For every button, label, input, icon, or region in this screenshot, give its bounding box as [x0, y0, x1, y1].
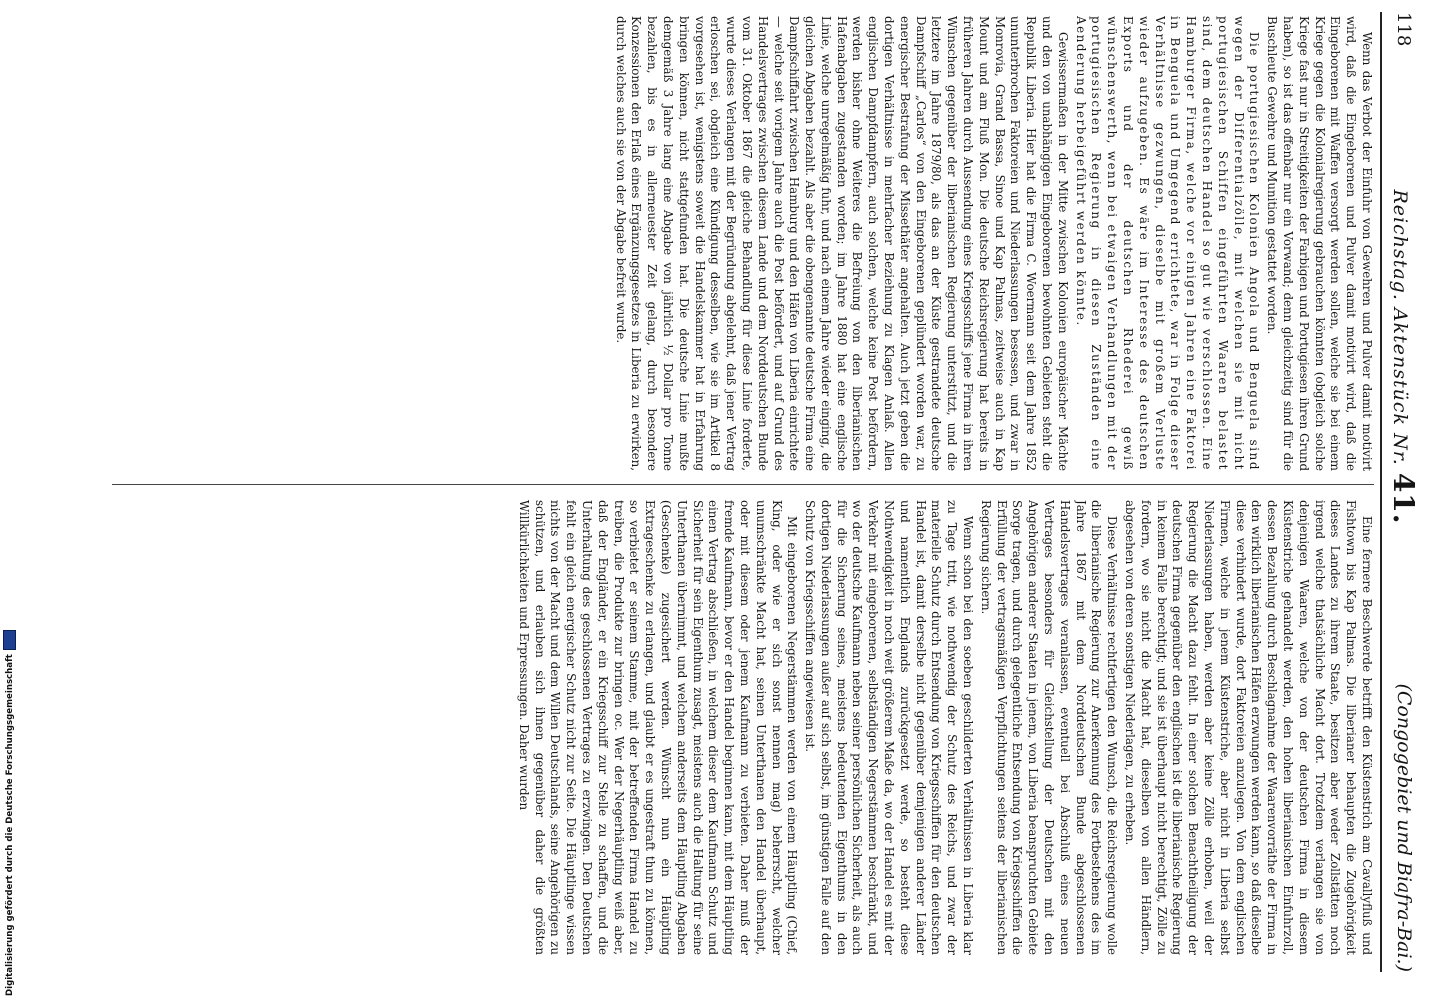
- header-rule: [1380, 12, 1382, 972]
- paragraph: Wenn das Verbot der Einfuhr von Gewehren und Pulver damit motivirt wird, daß die Eingeborenen und Pulver damit motivirt wird, daß die Eingeborenen mit Waffen versorgt werden sollen, welche sie bei einem Kriege gegen die Kolonialregierung gebrauchen könnten (obgleich solche Kriege fast nur in Streitigkeiten der Farbigen und Portugiesen ihren Grund haben), so ist das offenbar nur ein Vorwand; denn gleichzeitig sind für die Buschleute Gewehre und Munition gestattet worden.: [1265, 16, 1374, 471]
- paragraph: Diese Verhältnisse rechtfertigen den Wunsch, die Reichsregierung wolle die liberianische Regierung zur Anerkennung des Fortbestehens des im Jahre 1867 mit dem Norddeutschen Bunde abgeschlossenen Handelsvertrages veranlassen, eventuell bei Abschluß eines neuen Vertrages besonders für Gleichstellung der Deutschen mit den Angehörigen anderer Staaten in jenem, von Liberia beanspruchten Gebiete Sorge tragen, und durch gelegentliche Entsendung von Kriegsschiffen die Erfüllung der vertragsmäßigen Verpflichtungen seitens der liberianischen Regierung sichern.: [978, 500, 1120, 955]
- document-number: 41.: [1387, 472, 1421, 525]
- paragraph: Die portugiesischen Kolonien Angola und Benguela sind wegen der Differentialzölle, mit welchen sie mit nicht portugiesischen Schiffen eingeführten Waaren belastet sind, dem deutschen Handel so gut wie verschlossen. Eine Hamburger Firma, welche vor einigen Jahren eine Faktorei in Benguela und Umgegend errichtete, war in Folge dieser Verhältnisse gezwungen, dieselbe mit großem Verluste wieder aufzugeben. Es wäre im Interesse des deutschen Exports und der deutschen Rhederei gewiß wünschenswerth, wenn bei etwaigen Verhandlungen mit der portugiesischen Regierung in diesen Zuständen eine Aenderung herbeigeführt werden könnte.: [1073, 16, 1262, 471]
- page-title: [1388, 72, 1421, 642]
- digitization-credit: [2, 608, 18, 996]
- paragraph: Mit eingeborenen Negerstämmen werden von einem Häuptling (Chief, King, oder wie er sich sonst nennen mag) beherrscht, welcher unumschränkte Macht hat, seinen Unterthanen den Handel überhaupt, oder mit diesem oder jenem Kaufmann zu verbieten. Daher muß der fremde Kaufmann, bevor er den Handel beginnen kann, mit dem Häuptling einen Vertrag abschließen, in welchem dieser dem Kaufmann Schutz und Sicherheit für sein Eigenthum zusagt, meistens auch die Haltung für seine Unterthanen übernimmt, und welchem anderseits dem Häuptling Abgaben (Geschenke) zugesichert werden. Wünscht nun ein Häuptling Extrageschenke zu erlangen, und glaubt er es ungestraft thun zu können, so verbietet er seinem Stamme, mit der betreffenden Firma Handel zu treiben, die Produkte zur bringen oc. Wer der Negerhäuptling weiß aber, daß der Engländer, er ein Kriegsschiff zur Stelle zu schaffen, und die Unterhaltung des geschlossenen Vertrages zu erzwingen. Den Deutschen fehlt ein gleich energischer Schutz nicht zur Seite. Die Häuptlinge wissen nichts von der Macht und dem Willen Deutschlands, seine Angehörigen zu schützen, und erlauben sich ihnen gegenüber daher die größten Willkürlichkeiten und Erpressungen. Daher wurden: [516, 500, 800, 955]
- right-text-column: [112, 500, 1374, 955]
- left-text-column: [112, 16, 1374, 471]
- paragraph: Wenn schon bei den soeben geschilderten Verhältnissen in Liberia klar zu Tage tritt, wie nothwendig der Schutz des Reichs, und zwar der materielle Schutz durch Entsendung von Kriegsschiffen für den deutschen Handel ist, damit derselbe nicht gegenüber demjenigen anderer Länder und namentlich Englands zurückgesetzt werde, so besteht diese Nothwendigkeit in noch weit größerem Maße da, wo der Handel es mit der Verkehr mit eingeborenen, selbständigen Negerstämmen beschränkt, und wo der deutsche Kaufmann neben seiner persönlichen Sicherheit, als auch für die Sicherung seines, meistens bedeutenden Eigenthums in den dortigen Niederlassungen außer auf sich selbst, im günstigen Falle auf den Schutz von Kriegsschiffen angewiesen ist.: [803, 500, 976, 955]
- paragraph: Eine fernere Beschwerde betrifft den Küstenstrich am Cavallyfluß und Fishtown bis Kap Palmas. Die liberianer behaupten die Zugehörigkeit dieses Landes zu ihrem Staate, besitzen aber weder Zollstätten noch irgend welche thatsächliche Macht dort. Trotzdem verlangen sie von denjenigen Waaren, welche von der deutschen Firma in diesem Küstenstriche gehandelt werden, den hohen liberianischen Einfuhrzoll, dessen Bezahlung durch Beschlagnahme der Waarenvorräthe der Firma in den wirklich liberianischen Häfen erzwungen werden kann, so daß dieselbe diese verhindert wurde, dort Faktoreien anzulegen. Von dem englischen Firmen, welche in jenem Küstenstriche, aber nicht in Liberia selbst Niederlassungen haben, werden aber keine Zölle erhoben, weil der Regierung die Macht dazu fehlt. In einer solchen Benachtheiligung der deutschen Firma gegenüber den englischen ist die liberianische Regierung in keinem Falle berechtigt; und sie ist überhaupt nicht berechtigt, Zölle zu fordern, wo sie nicht die Macht hat, dieselben von allen Händlern, abgesehen von deren sonstigen Niederlagen, zu erheben.: [1123, 500, 1374, 955]
- paragraph: Gewissermaßen in der Mitte zwischen Kolonien europäischer Mächte und den von unabhängigen Eingeborenen bewohnten Gebieten steht die Republik Liberia. Hier hat die Firma C. Woermann seit dem Jahre 1852 ununterbrochen Faktoreien und Niederlassungen besessen, und zwar in Monrovia, Grand Bassa, Sinoe und Kap Palmas, zeitweise auch in Kap Mount und am Fluß Mon. Die deutsche Reichsregierung hat bereits in früheren Jahren durch Aussendung eines Kriegsschiffs jene Firma in ihren Wünschen gegenüber der liberianischen Regierung unterstützt, und die letztere im Jahre 1879/80, als das an der Küste gestrandete deutsche Dampfschiff „Carlos“ von den Eingeborenen geplündert worden war, zu energischer Bestrafung der Missethäter angehalten. Auch jetzt geben die dortigen Verhältnisse in mehrfacher Beziehung zu Klagen Anlaß. Allen englischen Dampfdampfern, auch solchen, welche keine Post befördern, werden bisher ohne Weiteres die Befreiung von den liberianischen Hafenabgaben zugestanden worden; im Jahre 1880 hat eine englische Linie, welche unregelmäßig fuhr, und nach einem Jahre wieder einging, die gleichen Abgaben bezahlt. Als aber die obengenannte deutsche Firma eine Dampfschiffahrt zwischen Hamburg und den Häfen von Liberia einrichtete — welche seit vorigem Jahre auch die Post befördert, und auf Grund des Handelsvertrages zwischen diesem Lande und dem Norddeutschen Bunde vom 31. Oktober 1867 die gleiche Behandlung für diese Linie forderte, wurde dieses Verlangen mit der Begründung abgelehnt, daß jener Vertrag erloschen sei, obgleich eine Kündigung desselben, wie sie im Artikel 8 vorgesehen ist, wenigstens soweit die Handelskammer hat in Erfahrung bringen können, nicht stattgefunden hat. Die deutsche Linie mußte demgemäß 3 Jahre lang eine Abgabe von jährlich ½ Dollar pro Tonne bezahlen, bis es in allerneuester Zeit gelang, durch besondere Konzessionen den Erlaß eines Ergänzungsgesetzes in Liberia zu erwirken, durch welches auch sie von der Abgabe befreit wurde.: [613, 16, 1070, 471]
- section-title: (Congogebiet und Biafra-Bai.): [1393, 683, 1415, 972]
- page-number: 118: [1393, 12, 1415, 47]
- title-prefix: Reichstag. Aktenstück Nr.: [1389, 189, 1412, 466]
- credit-text: Digitalisierung gefördert durch die Deutsche Forschungsgemeinschaft: [5, 654, 15, 996]
- rotated-page: [100, 0, 1432, 1000]
- dfg-logo-icon: [4, 630, 17, 650]
- column-divider: [112, 484, 1374, 485]
- page-header: [1384, 12, 1424, 972]
